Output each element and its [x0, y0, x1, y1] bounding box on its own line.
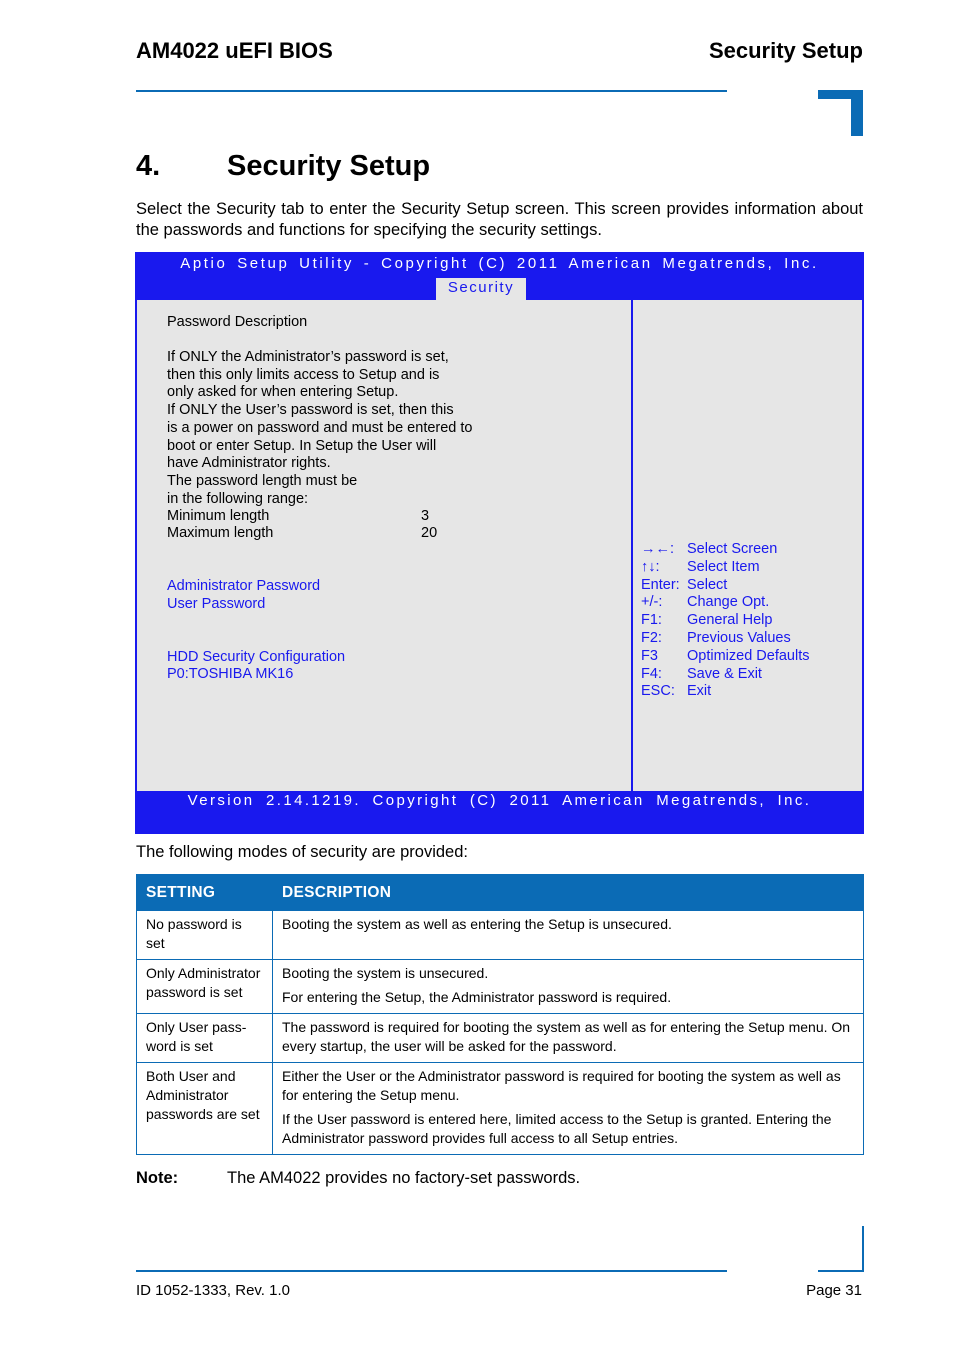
bios-screen: Aptio Setup Utility - Copyright (C) 2011 American Megatrends, Inc. Security Password Description If ONLY the Administrator’s password is set, then this only limits access to Setup and is only asked for when entering Setup. If ONLY the User’s password is set, then this is a power on password and must be entered to boot or enter Setup. In Setup the User will have Administrator rights. The password length must be in the following range: Minimum length 3 Maximum length 20 Administrator Password User Password HDD Security Configuration P0:TOSHIBA MK16 →←: Select Screen ↑↓: Select Item Enter: Select +/-: Change Opt. F1: General Help F2: Previous Values F3 Optimized Defaults F4: Save & Exit ESC: Exit Version 2.14.1219. Copyright (C) 2011 American Megatrends, Inc.: [135, 252, 864, 834]
table-row: [137, 960, 864, 1014]
setting-cell: Only Administrator password is set: [137, 960, 273, 1014]
maximum-length-row: [167, 525, 438, 541]
tab-security[interactable]: Security: [436, 278, 526, 300]
page-number: Page 31: [806, 1282, 862, 1299]
maximum-length-label: Maximum length: [167, 525, 274, 541]
note-text: The AM4022 provides no factory-set passwords.: [227, 1169, 581, 1187]
setting-cell: No password is set: [137, 911, 273, 960]
column-header-description: DESCRIPTION: [273, 875, 864, 911]
section-title: Security Setup: [227, 150, 431, 182]
user-password-item[interactable]: User Password: [167, 596, 266, 612]
description-cell: The password is required for booting the system as well as for entering the Setup menu. On every startup, the user will be asked for the password.: [273, 1014, 864, 1063]
header-corner-mark: [818, 90, 863, 136]
table-header-row: [137, 875, 864, 911]
hdd-device-item[interactable]: P0:TOSHIBA MK16: [167, 666, 294, 682]
header-rule: [136, 90, 727, 92]
intro-paragraph: Select the Security tab to enter the Security Setup screen. This screen provides information about the passwords and functions for specifying the security settings.: [136, 200, 863, 239]
table-row: [137, 911, 864, 960]
document-id: ID 1052-1333, Rev. 1.0: [136, 1282, 290, 1299]
minimum-length-row: [167, 508, 430, 524]
setting-cell: Both User and Administrator passwords are set: [137, 1063, 273, 1155]
administrator-password-item[interactable]: Administrator Password: [167, 578, 321, 594]
table-row: [137, 1014, 864, 1063]
password-description-label: Password Description: [167, 314, 308, 330]
table-row: [137, 1063, 864, 1155]
minimum-length-label: Minimum length: [167, 508, 270, 524]
section-number: 4.: [136, 150, 161, 182]
note-label: Note:: [136, 1169, 179, 1187]
description-cell: Booting the system as well as entering the Setup is unsecured.: [273, 911, 864, 960]
footer-corner-mark: [818, 1226, 864, 1272]
bios-panel-divider: [631, 300, 633, 791]
section-heading: [136, 150, 430, 183]
modes-intro: The following modes of security are provided:: [136, 843, 468, 861]
security-modes-table: [136, 874, 864, 1155]
maximum-length-value: 20: [421, 525, 438, 541]
setting-cell: Only User pass-word is set: [137, 1014, 273, 1063]
description-cell: Booting the system is unsecured. For entering the Setup, the Administrator password is required.: [273, 960, 864, 1014]
description-cell: Either the User or the Administrator password is required for booting the system as well as for entering the Setup menu. If the User password is entered here, limited access to the Setup is granted. Entering the Administrator password provides full access to all Setup entries.: [273, 1063, 864, 1155]
minimum-length-value: 3: [421, 508, 430, 524]
header-section-title: Security Setup: [708, 38, 863, 63]
note: [136, 1169, 580, 1188]
column-header-setting: SETTING: [137, 875, 273, 911]
bios-version-bar: Version 2.14.1219. Copyright (C) 2011 American Megatrends, Inc.: [187, 792, 812, 809]
bios-title-bar: Aptio Setup Utility - Copyright (C) 2011 American Megatrends, Inc.: [180, 255, 819, 272]
header-document-title: AM4022 uEFI BIOS: [136, 38, 333, 63]
hdd-security-configuration-item[interactable]: HDD Security Configuration: [167, 649, 346, 665]
password-description-text: If ONLY the Administrator’s password is set, then this only limits access to Setup and is only asked for when entering Setup. If ONLY the User’s password is set, then this is a power on password and must be entered to boot or enter Setup. In Setup the User will have Administrator rights. The password length must be in the following range:: [167, 349, 473, 507]
footer-rule: [136, 1270, 727, 1272]
